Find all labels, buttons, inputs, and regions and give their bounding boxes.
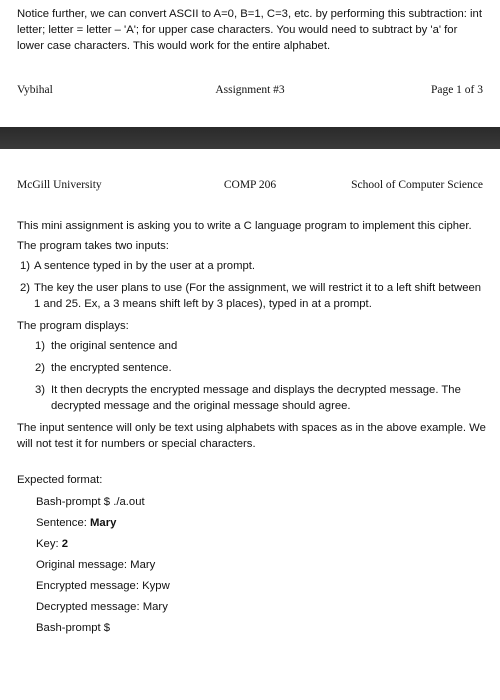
header-school: School of Computer Science xyxy=(351,179,483,191)
list-number: 1) xyxy=(20,260,31,272)
format-line-decrypted: Decrypted message: Mary xyxy=(36,601,168,613)
list-text: the original sentence and xyxy=(51,340,178,352)
footer-assignment: Assignment #3 xyxy=(215,84,285,96)
format-line-key xyxy=(36,534,487,555)
footer-page-number: Page 1 of 3 xyxy=(430,84,483,96)
document-page-top xyxy=(0,0,500,127)
list-text: the encrypted sentence. xyxy=(51,362,172,374)
list-text: The key the user plans to use (For the assignment, we will restrict it to a left shift between 1 and 25. Ex, a 3 means shift left by 3 places), typed in at a prompt. xyxy=(34,282,482,310)
list-number: 1) xyxy=(35,340,46,352)
header-course: COMP 206 xyxy=(223,179,277,191)
key-label: Key: xyxy=(36,538,62,550)
list-number: 3) xyxy=(35,384,46,396)
list-item xyxy=(17,280,487,312)
list-text: It then decrypts the encrypted message and displays the decrypted message. The decrypted message and the original message should agree. xyxy=(51,384,461,412)
inputs-heading: The program takes two inputs: xyxy=(17,240,169,252)
list-item xyxy=(17,258,487,274)
header-university: McGill University xyxy=(17,179,102,191)
list-number: 2) xyxy=(35,362,46,374)
document-page-bottom xyxy=(0,149,500,700)
list-item xyxy=(17,360,487,376)
page-separator xyxy=(0,127,500,149)
expected-format-block xyxy=(17,492,487,639)
ascii-conversion-paragraph: Notice further, we can convert ASCII to A=0, B=1, C=3, etc. by performing this subtraction: int letter; letter = letter – 'A'; for upper case characters. You would need to subtract by 'a' for lower case characters. This would work for the entire alphabet. xyxy=(17,8,482,52)
expected-format-heading: Expected format: xyxy=(17,474,103,486)
sentence-value: Mary xyxy=(90,517,117,529)
sentence-label: Sentence: xyxy=(36,517,91,529)
format-line-prompt-end: Bash-prompt $ xyxy=(36,622,111,634)
input-note-paragraph: The input sentence will only be text using alphabets with spaces as in the above example. We will not test it for numbers or special characters. xyxy=(17,422,486,450)
displays-heading: The program displays: xyxy=(17,320,129,332)
format-line-sentence xyxy=(36,513,487,534)
list-text: A sentence typed in by the user at a prompt. xyxy=(34,260,256,272)
footer-author: Vybihal xyxy=(17,84,53,96)
list-number: 2) xyxy=(20,282,31,294)
intro-paragraph: This mini assignment is asking you to write a C language program to implement this cipher. xyxy=(17,220,472,232)
format-line-encrypted: Encrypted message: Kypw xyxy=(36,580,170,592)
format-line-prompt: Bash-prompt $ ./a.out xyxy=(36,496,145,508)
list-item xyxy=(17,382,487,414)
format-line-original: Original message: Mary xyxy=(36,559,156,571)
list-item xyxy=(17,338,487,354)
key-value: 2 xyxy=(61,538,69,550)
assignment-body xyxy=(17,218,487,639)
